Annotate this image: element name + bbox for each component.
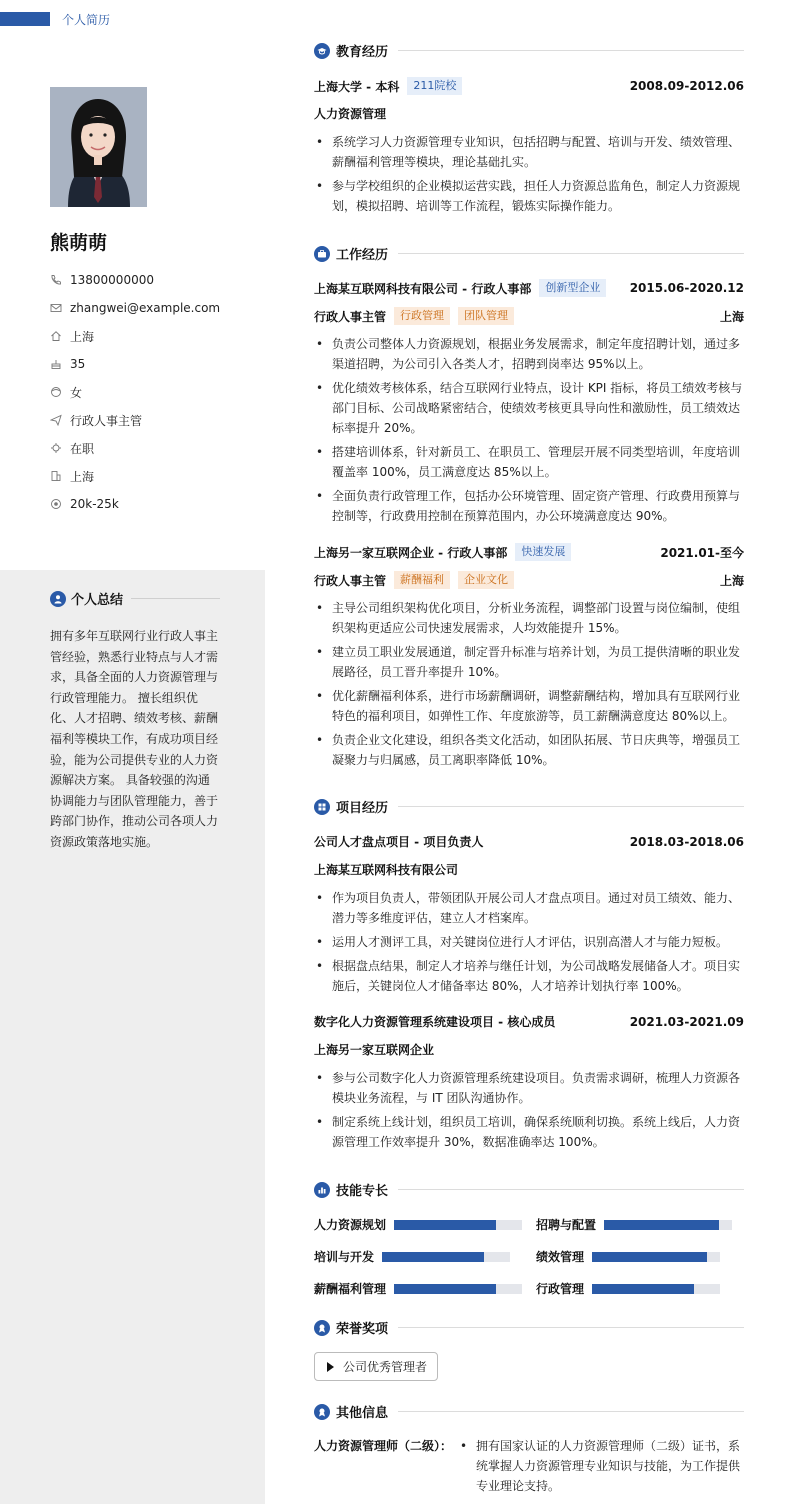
list-item: • 主导公司组织架构优化项目，分析业务流程，调整部门设置与岗位编制，使组织架构更适应公司快速发展需求，人均效能提升 15%。 (314, 598, 744, 638)
projects-divider (398, 806, 744, 807)
info-city-text: 上海 (70, 469, 95, 484)
job-2-bullets (314, 598, 744, 774)
mail-icon (50, 302, 62, 314)
info-status-text: 在职 (70, 441, 95, 456)
job-1-company: 上海某互联网科技有限公司 - 行政人事部 (314, 281, 532, 296)
list-item: • 优化薪酬福利体系，进行市场薪酬调研，调整薪酬结构，增加具有互联网行业特色的福利项目，如弹性工作、年度旅游等，员工薪酬满意度达 80%以上。 (314, 686, 744, 726)
skill-item (314, 1280, 522, 1297)
project-2-row (314, 1013, 744, 1030)
job-1-role: 行政人事主管 (314, 309, 387, 324)
job-1-tag-2: 团队管理 (458, 307, 514, 325)
info-gender-text: 女 (70, 385, 83, 400)
education-tag: 211院校 (407, 77, 462, 95)
candidate-name: 熊萌萌 (50, 232, 108, 254)
job-2-role-row (314, 571, 744, 589)
project-2-name: 数字化人力资源管理系统建设项目 - 核心成员 (314, 1015, 556, 1029)
home-icon (50, 330, 62, 342)
info-job-target (50, 406, 260, 434)
info-email (50, 294, 260, 322)
job-2-date: 2021.01-至今 (660, 545, 744, 560)
job-2-tag-1: 薪酬福利 (394, 571, 450, 589)
list-item: • 搭建培训体系，针对新员工、在职员工、管理层开展不同类型培训，年度培训覆盖率 100%，员工满意度达 85%以上。 (314, 442, 744, 482)
skill-item (536, 1280, 720, 1297)
job-1-company-tag: 创新型企业 (539, 279, 606, 297)
gender-icon (50, 386, 62, 398)
skill-bar (592, 1252, 720, 1262)
other-title: 其他信息 (336, 1406, 389, 1421)
job-1-tag-1: 行政管理 (394, 307, 450, 325)
skill-fill (394, 1284, 496, 1294)
skill-bar (394, 1220, 522, 1230)
contact-info-list (50, 266, 260, 518)
summary-text: 拥有多年互联网行业行政人事主管经验，熟悉行业特点与人才需求，具备全面的人力资源管理与行政管理能力。 擅长组织优化、人才招聘、绩效考核、薪酬福利等模块工作，有成功项目经验，能为公司提供专业的人力资源解决方案。 具备较强的沟通协调能力与团队管理能力，善于跨部门协作，推动公司各项人力资源政策落地实施。 (50, 629, 219, 849)
honors-title: 荣誉奖项 (336, 1322, 389, 1337)
skill-fill (394, 1220, 496, 1230)
grid-icon (314, 799, 330, 815)
project-1-date: 2018.03-2018.06 (629, 834, 744, 849)
honors-divider (398, 1327, 744, 1328)
skills-header (314, 1180, 744, 1199)
list-item: • 作为项目负责人，带领团队开展公司人才盘点项目。通过对员工绩效、能力、潜力等多维度评估，建立人才档案库。 (314, 888, 744, 928)
job-1-date: 2015.06-2020.12 (629, 281, 744, 295)
education-bullets (314, 132, 744, 220)
project-1-company: 上海某互联网科技有限公司 (314, 863, 459, 877)
project-2-company-row (314, 1041, 744, 1058)
summary-title: 个人总结 (71, 593, 124, 608)
project-1-bullets (314, 888, 744, 1000)
summary-divider (131, 598, 220, 599)
education-school-row (314, 77, 744, 95)
graduation-cap-icon (314, 43, 330, 59)
list-item: • 制定系统上线计划，组织员工培训，确保系统顺利切换。系统上线后，人力资源管理工作效率提升 30%，数据准确率达 100%。 (314, 1112, 744, 1152)
skill-name: 薪酬福利管理 (314, 1282, 387, 1296)
play-arrow-icon (327, 1362, 334, 1372)
list-item: • 根据盘点结果，制定人才培养与继任计划，为公司战略发展储备人才。项目实施后，关键岗位人才储备率达 80%，人才培养计划执行率 100%。 (314, 956, 744, 996)
salary-icon (50, 498, 62, 510)
list-item: • 参与学校组织的企业模拟运营实践，担任人力资源总监角色，制定人力资源规划，模拟招聘、培训等工作流程，锻炼实际操作能力。 (314, 176, 744, 216)
avatar-portrait-icon (50, 87, 147, 207)
project-2-company: 上海另一家互联网企业 (314, 1043, 435, 1057)
job-1-bullets (314, 334, 744, 530)
projects-header (314, 797, 744, 816)
skill-name: 行政管理 (536, 1282, 585, 1296)
job-2-company-row (314, 543, 744, 561)
skill-item (314, 1216, 522, 1233)
skill-name: 招聘与配置 (536, 1218, 597, 1232)
list-item: • 优化绩效考核体系，结合互联网行业特点，设计 KPI 指标，将员工绩效考核与部门目标、公司战略紧密结合，使绩效考核更具导向性和激励性，员工绩效达标率提升 20%。 (314, 378, 744, 438)
job-2-city: 上海 (719, 573, 744, 588)
skill-name: 人力资源规划 (314, 1218, 387, 1232)
status-icon (50, 442, 62, 454)
skills-title: 技能专长 (336, 1184, 389, 1199)
avatar (50, 87, 147, 207)
info-phone-text: 13800000000 (70, 273, 154, 287)
skill-item (536, 1248, 720, 1265)
list-item: • 系统学习人力资源管理专业知识，包括招聘与配置、培训与开发、绩效管理、薪酬福利管理等模块，理论基础扎实。 (314, 132, 744, 172)
other-divider (398, 1411, 744, 1412)
work-header (314, 244, 744, 263)
list-item: • 参与公司数字化人力资源管理系统建设项目。负责需求调研，梳理人力资源各模块业务流程，与 IT 团队沟通协作。 (314, 1068, 744, 1108)
list-item: • 运用人才测评工具，对关键岗位进行人才评估，识别高潜人才与能力短板。 (314, 932, 744, 952)
job-1-role-row (314, 307, 744, 325)
skill-name: 绩效管理 (536, 1250, 585, 1264)
project-1-company-row (314, 861, 744, 878)
other-header (314, 1402, 744, 1421)
list-item: • 建立员工职业发展通道，制定晋升标准与培养计划，为员工提供清晰的职业发展路径，员工晋升率提升 10%。 (314, 642, 744, 682)
user-icon (50, 591, 66, 607)
cake-icon (50, 358, 62, 370)
education-major-row (314, 105, 744, 122)
education-title: 教育经历 (336, 45, 389, 60)
building-icon (50, 470, 62, 482)
send-icon (50, 414, 62, 426)
info-status (50, 434, 260, 462)
skill-name: 培训与开发 (314, 1250, 375, 1264)
award-icon (314, 1404, 330, 1420)
job-2-company: 上海另一家互联网企业 - 行政人事部 (314, 545, 508, 560)
info-job-target-text: 行政人事主管 (70, 413, 143, 428)
skill-fill (592, 1252, 707, 1262)
project-2-date: 2021.03-2021.09 (629, 1014, 744, 1029)
summary-header (50, 589, 220, 608)
job-2-tag-2: 企业文化 (458, 571, 514, 589)
briefcase-icon (314, 246, 330, 262)
list-item: • 全面负责行政管理工作，包括办公环境管理、固定资产管理、行政费用预算与控制等，行政费用控制在预算范围内，办公环境满意度达 90%。 (314, 486, 744, 526)
job-1-city: 上海 (719, 309, 744, 324)
skills-divider (398, 1189, 744, 1190)
education-major: 人力资源管理 (314, 107, 387, 121)
skill-fill (604, 1220, 719, 1230)
skill-fill (382, 1252, 484, 1262)
info-city (50, 462, 260, 490)
info-location (50, 322, 260, 350)
skill-item (536, 1216, 732, 1233)
award-icon (314, 1320, 330, 1336)
project-1-row (314, 833, 744, 850)
page-title: 个人简历 (62, 13, 111, 27)
other-text: • 拥有国家认证的人力资源管理师（二级）证书，系统掌握人力资源管理专业知识与技能，为工作提供专业理论支持。 (458, 1436, 744, 1496)
info-age (50, 350, 260, 378)
education-divider (398, 50, 744, 51)
projects-title: 项目经历 (336, 801, 389, 816)
info-salary-text: 20k-25k (70, 497, 119, 511)
job-2-company-tag: 快速发展 (515, 543, 571, 561)
honors-header (314, 1318, 744, 1337)
phone-icon (50, 274, 62, 286)
info-phone (50, 266, 260, 294)
skill-bar (382, 1252, 510, 1262)
info-age-text: 35 (70, 357, 86, 371)
bar-chart-icon (314, 1182, 330, 1198)
project-1-name: 公司人才盘点项目 - 项目负责人 (314, 835, 484, 849)
skill-item (314, 1248, 510, 1265)
skill-bar (604, 1220, 732, 1230)
honor-item (314, 1352, 438, 1381)
list-item: • 负责企业文化建设，组织各类文化活动，如团队拓展、节日庆典等，增强员工凝聚力与归属感，员工离职率降低 10%。 (314, 730, 744, 770)
education-date: 2008.09-2012.06 (629, 79, 744, 93)
info-gender (50, 378, 260, 406)
job-2-role: 行政人事主管 (314, 573, 387, 588)
info-email-text: zhangwei@example.com (70, 301, 221, 315)
skill-bar (592, 1284, 720, 1294)
work-divider (398, 253, 744, 254)
skill-fill (592, 1284, 694, 1294)
info-salary (50, 490, 260, 518)
education-school: 上海大学 - 本科 (314, 79, 400, 94)
project-2-bullets (314, 1068, 744, 1156)
education-header (314, 41, 744, 60)
info-location-text: 上海 (70, 329, 95, 344)
skill-bar (394, 1284, 522, 1294)
list-item: • 负责公司整体人力资源规划，根据业务发展需求，制定年度招聘计划，通过多渠道招聘，为公司引入各类人才，招聘到岗率达 95%以上。 (314, 334, 744, 374)
job-1-company-row (314, 279, 744, 297)
honor-text: 公司优秀管理者 (343, 1360, 428, 1374)
other-label: 人力资源管理师（二级）： (314, 1439, 453, 1453)
work-title: 工作经历 (336, 248, 389, 263)
